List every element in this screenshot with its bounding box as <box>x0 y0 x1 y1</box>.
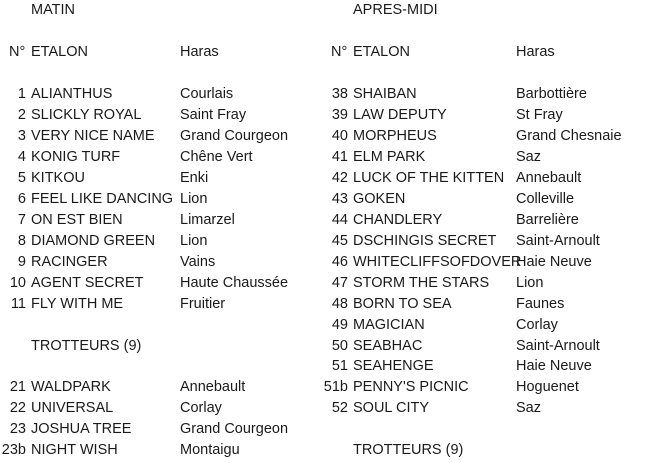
row-number: 8 <box>17 233 26 249</box>
row-stud: Saint-Arnoult <box>516 233 600 249</box>
row-stallion: KONIG TURF <box>31 149 121 165</box>
row-number: 21 <box>9 379 26 395</box>
row-stallion: WALDPARK <box>31 379 111 395</box>
row-stud: Colleville <box>516 191 575 207</box>
row-number: 4 <box>17 149 26 165</box>
row-stallion: CHANDLERY <box>353 212 443 228</box>
row-stallion: SLICKLY ROYAL <box>31 107 142 123</box>
row-stallion: AGENT SECRET <box>31 275 144 291</box>
row-stallion: GOKEN <box>353 191 406 207</box>
row-stud: Saint Fray <box>180 107 247 123</box>
morning-header-stud: Haras <box>180 44 219 60</box>
row-stud: Courlais <box>180 86 234 102</box>
row-stud: Corlay <box>180 400 222 416</box>
afternoon-header-num: N° <box>331 44 348 60</box>
row-stud: Corlay <box>516 317 558 333</box>
row-stud: Limarzel <box>180 212 235 228</box>
row-stud: Fruitier <box>180 296 226 312</box>
morning-header-stallion: ETALON <box>31 44 88 60</box>
row-number: 52 <box>331 400 348 416</box>
row-stallion: KITKOU <box>31 170 85 186</box>
row-stallion: LUCK OF THE KITTEN <box>353 170 505 186</box>
row-stallion: NIGHT WISH <box>31 442 118 458</box>
row-stallion: RACINGER <box>31 254 108 270</box>
row-number: 45 <box>331 233 348 249</box>
row-stud: Annebault <box>516 170 582 186</box>
row-stud: Vains <box>180 254 216 270</box>
row-stallion: ALIANTHUS <box>31 86 113 102</box>
row-stallion: VERY NICE NAME <box>31 128 155 144</box>
row-stallion: PENNY'S PICNIC <box>353 379 469 395</box>
row-stallion: FLY WITH ME <box>31 296 124 312</box>
row-stallion: ON EST BIEN <box>31 212 123 228</box>
row-stud: Hoguenet <box>516 379 579 395</box>
row-number: 1 <box>17 86 26 102</box>
row-stud: Chêne Vert <box>180 149 253 165</box>
afternoon-header-stallion: ETALON <box>353 44 410 60</box>
row-stallion: BORN TO SEA <box>353 296 452 312</box>
row-number: 51 <box>331 358 348 374</box>
row-stud: Lion <box>516 275 544 291</box>
row-number: 23b <box>1 442 26 458</box>
row-stallion: UNIVERSAL <box>31 400 114 416</box>
row-number: 40 <box>331 128 348 144</box>
row-number: 3 <box>17 128 26 144</box>
row-number: 2 <box>17 107 26 123</box>
row-number: 9 <box>17 254 26 270</box>
row-number: 38 <box>331 86 348 102</box>
row-stud: Haute Chaussée <box>180 275 289 291</box>
row-stud: Barrelière <box>516 212 579 228</box>
morning-trotters-label: TROTTEURS (9) <box>31 338 142 354</box>
row-stud: Lion <box>180 233 208 249</box>
row-stud: Grand Chesnaie <box>516 128 622 144</box>
row-stud: Saz <box>516 149 541 165</box>
afternoon-trotters-label: TROTTEURS (9) <box>353 442 464 458</box>
row-number: 42 <box>331 170 348 186</box>
row-number: 49 <box>331 317 348 333</box>
row-number: 48 <box>331 296 348 312</box>
row-stud: Barbottière <box>516 86 587 102</box>
row-stud: Lion <box>180 191 208 207</box>
row-stud: Haie Neuve <box>516 358 592 374</box>
row-number: 51b <box>323 379 348 395</box>
row-stallion: FEEL LIKE DANCING <box>31 191 174 207</box>
row-number: 46 <box>331 254 348 270</box>
afternoon-header-stud: Haras <box>516 44 555 60</box>
row-stud: Montaigu <box>180 442 240 458</box>
row-stud: Faunes <box>516 296 565 312</box>
row-number: 7 <box>17 212 26 228</box>
row-stallion: STORM THE STARS <box>353 275 490 291</box>
morning-title: MATIN <box>31 2 76 18</box>
row-number: 10 <box>9 275 26 291</box>
row-stud: St Fray <box>516 107 563 123</box>
row-number: 41 <box>331 149 348 165</box>
row-stallion: LAW DEPUTY <box>353 107 447 123</box>
row-number: 5 <box>17 170 26 186</box>
row-stallion: ELM PARK <box>353 149 426 165</box>
row-stallion: DSCHINGIS SECRET <box>353 233 497 249</box>
row-stud: Enki <box>180 170 209 186</box>
row-stallion: JOSHUA TREE <box>31 421 132 437</box>
row-number: 11 <box>10 296 26 312</box>
row-stallion: SHAIBAN <box>353 86 417 102</box>
row-number: 44 <box>331 212 348 228</box>
row-stud: Grand Courgeon <box>180 128 289 144</box>
afternoon-title: APRES-MIDI <box>353 2 438 18</box>
row-stallion: MAGICIAN <box>353 317 425 333</box>
morning-header-num: N° <box>9 44 26 60</box>
row-number: 23 <box>9 421 26 437</box>
row-stud: Annebault <box>180 379 246 395</box>
row-stallion: SEAHENGE <box>353 358 434 374</box>
row-stallion: MORPHEUS <box>353 128 437 144</box>
row-number: 22 <box>9 400 26 416</box>
row-number: 6 <box>17 191 26 207</box>
row-stallion: DIAMOND GREEN <box>31 233 156 249</box>
row-stud: Grand Courgeon <box>180 421 289 437</box>
row-stallion: WHITECLIFFSOFDOVER <box>353 254 522 270</box>
row-stud: Saz <box>516 400 541 416</box>
row-stud: Haie Neuve <box>516 254 592 270</box>
row-stallion: SEABHAC <box>353 338 423 354</box>
row-number: 47 <box>331 275 348 291</box>
row-number: 50 <box>331 338 348 354</box>
row-stallion: SOUL CITY <box>353 400 430 416</box>
row-stud: Saint-Arnoult <box>516 338 600 354</box>
row-number: 39 <box>331 107 348 123</box>
row-number: 43 <box>331 191 348 207</box>
